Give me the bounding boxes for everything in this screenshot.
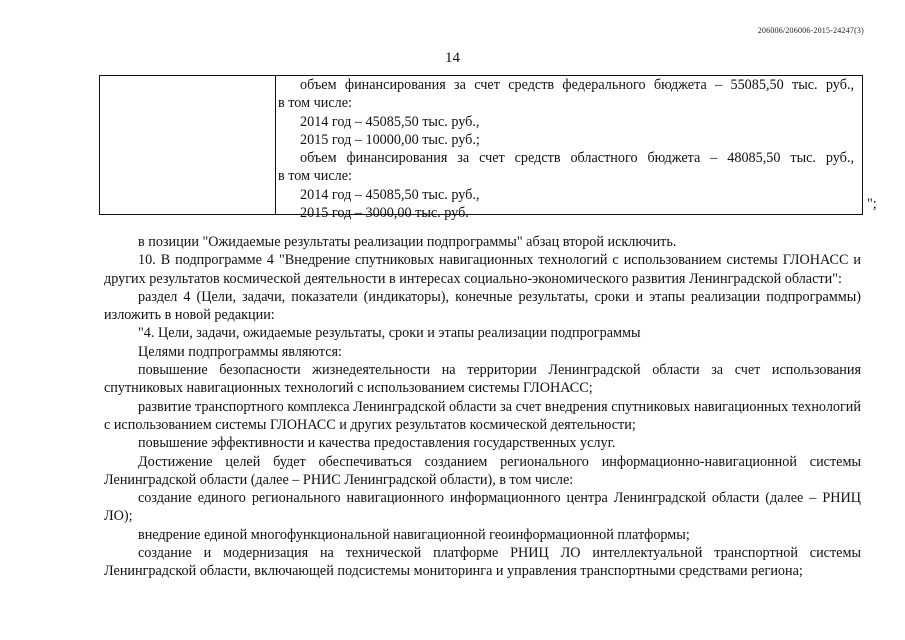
list-item: создание единого регионального навигационного информационного центра Ленинградской области (далее – РНИЦ ЛО); xyxy=(104,490,861,525)
table-left-cell xyxy=(100,76,276,214)
table-line-including: в том числе: xyxy=(278,168,352,185)
paragraph: в позиции "Ожидаемые результаты реализации подпрограммы" абзац второй исключить. xyxy=(138,234,677,250)
table-line-federal-2014: 2014 год – 45085,50 тыс. руб., xyxy=(300,113,480,130)
list-item: повышение эффективности и качества предоставления государственных услуг. xyxy=(138,435,616,452)
list-item: повышение безопасности жизнедеятельности на территории Ленинградской области за счет использования спутниковых навигационных технологий с использованием системы ГЛОНАСС; xyxy=(104,362,861,397)
table-line-including: в том числе: xyxy=(278,95,352,112)
paragraph: Достижение целей будет обеспечиваться созданием регионального информационно-навигационной системы Ленинградской области (далее – РНИС Ленинградской области), в том числе: xyxy=(104,453,861,488)
page-number: 14 xyxy=(445,50,460,66)
closing-quote-mark: "; xyxy=(867,196,877,212)
paragraph: Целями подпрограммы являются: xyxy=(138,343,342,360)
list-item: внедрение единой многофункциональной навигационной геоинформационной платформы; xyxy=(138,526,690,543)
paragraph: раздел 4 (Цели, задачи, показатели (индикаторы), конечные результаты, сроки и этапы реализации подпрограммы) изложить в новой редакции: xyxy=(104,288,861,324)
table-line-regional-2014: 2014 год – 45085,50 тыс. руб., xyxy=(300,186,480,203)
table-line-regional-2015: 2015 год – 3000,00 тыс. руб. xyxy=(300,205,469,222)
list-item: развитие транспортного комплекса Ленинградской области за счет внедрения спутниковых навигационных технологий с использованием системы ГЛОНАСС и других результатов космической деятельности; xyxy=(104,398,861,433)
document-id: 206006/206006-2015-24247(3) xyxy=(757,26,864,35)
paragraph: 10. В подпрограмме 4 "Внедрение спутниковых навигационных технологий с использованием системы ГЛОНАСС и других результатов космической деятельности в интересах социально-экономического развития Ленинградской области": xyxy=(104,252,861,287)
document-body xyxy=(104,233,861,581)
financing-table xyxy=(99,75,863,222)
table-line-federal-2015: 2015 год – 10000,00 тыс. руб.; xyxy=(300,131,480,148)
table-line-federal-total: объем финансирования за счет средств федерального бюджета – 55085,50 тыс. руб., xyxy=(300,77,854,93)
table-line-regional-total: объем финансирования за счет средств областного бюджета – 48085,50 тыс. руб., xyxy=(300,150,854,167)
table-right-cell xyxy=(276,76,862,222)
list-item: создание и модернизация на технической платформе РНИЦ ЛО интеллектуальной транспортной системы Ленинградской области, включающей подсистемы мониторинга и управления транспортными средствами региона; xyxy=(104,545,861,580)
section-heading: "4. Цели, задачи, ожидаемые результаты, сроки и этапы реализации подпрограммы xyxy=(138,325,641,342)
